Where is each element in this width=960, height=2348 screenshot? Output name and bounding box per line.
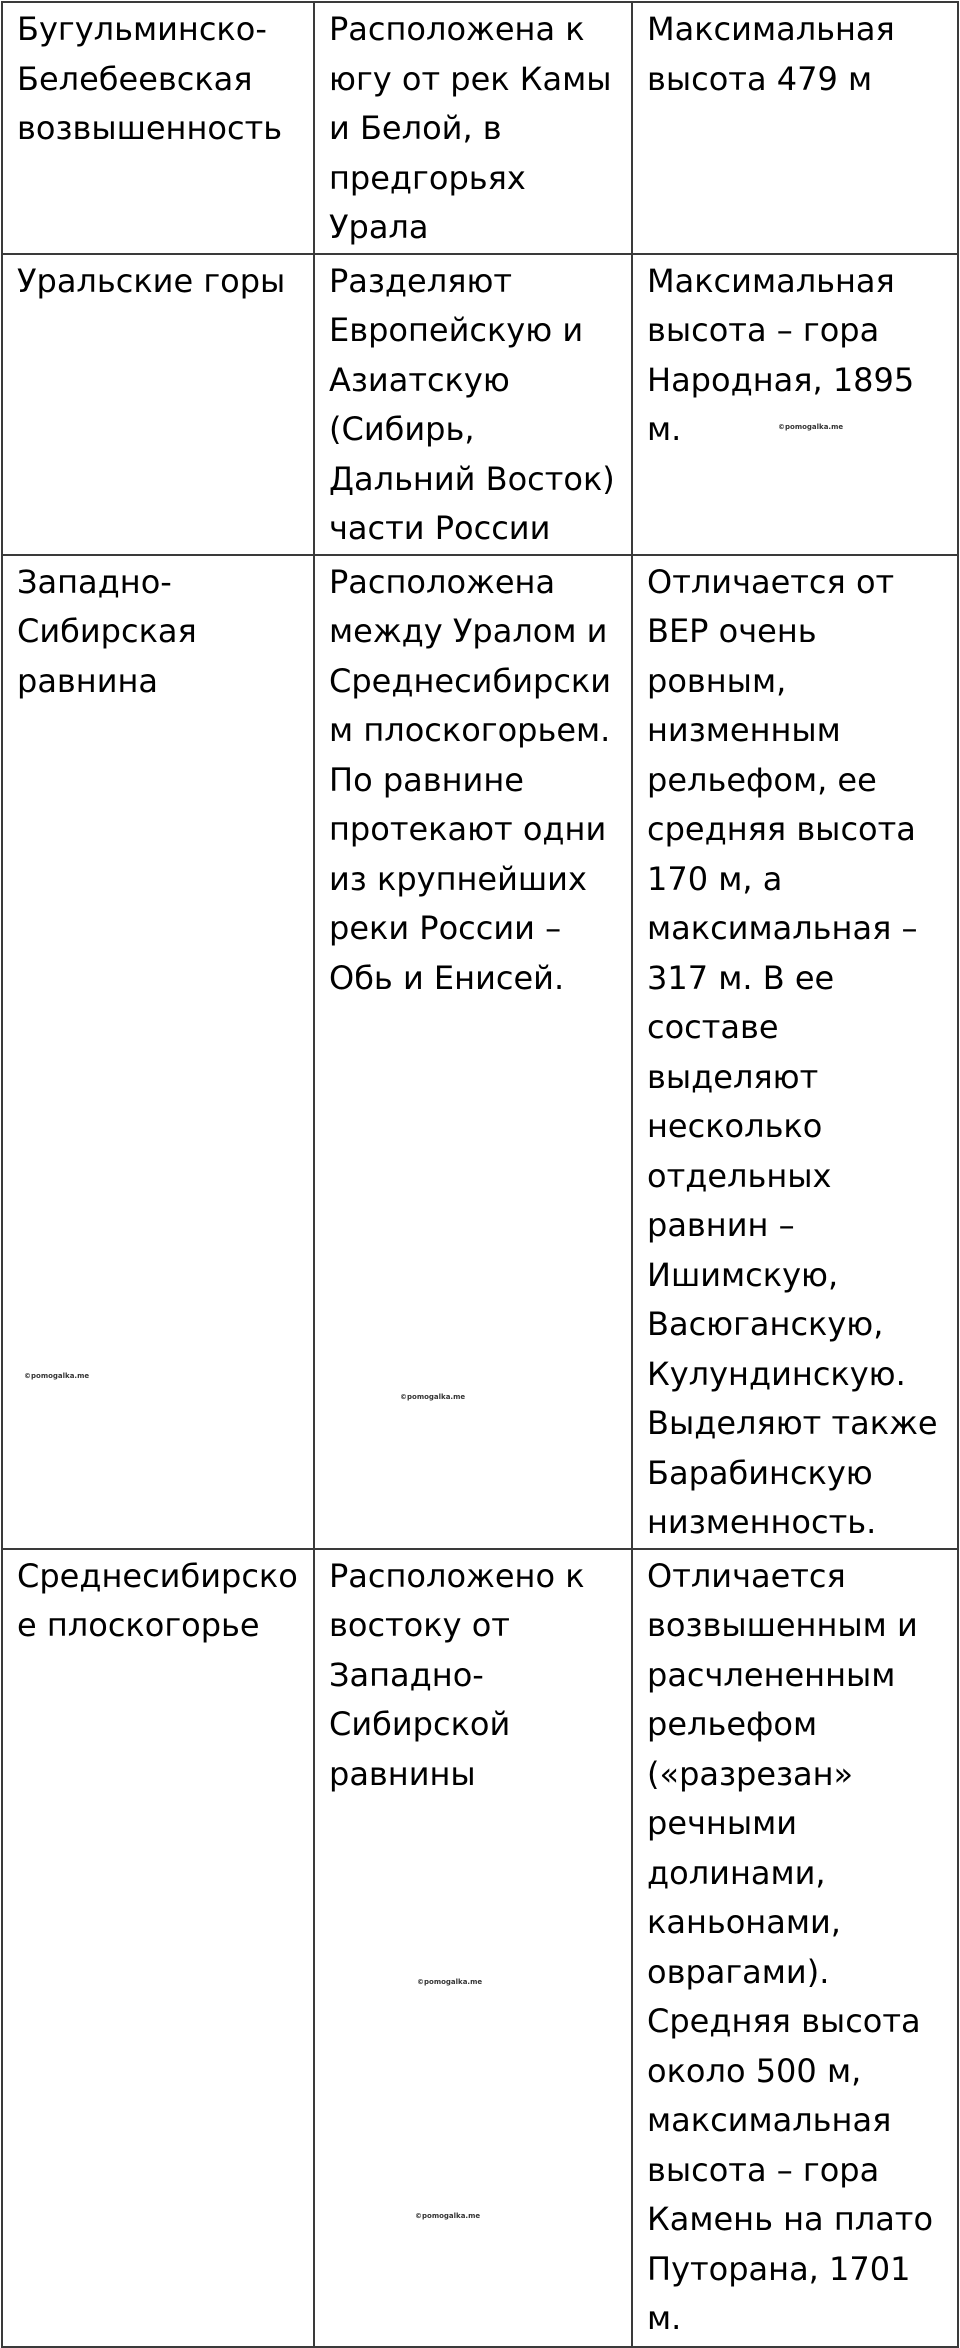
cell-location: Расположено к востоку от Западно-Сибирской равнины [314,1549,632,2347]
watermark: ©pomogalka.me [24,1372,90,1380]
watermark: ©pomogalka.me [400,1393,466,1401]
watermark: ©pomogalka.me [778,423,844,431]
cell-location: Разделяют Европейскую и Азиатскую (Сибирь, Дальний Восток) части России [314,254,632,555]
table-row [2,2,958,254]
cell-description: Максимальная высота 479 м [632,2,958,254]
cell-location: Расположена к югу от рек Камы и Белой, в предгорьях Урала [314,2,632,254]
cell-name: Западно-Сибирская равнина [2,555,314,1549]
cell-description: Отличается возвышенным и расчлененным рельефом («разрезан» речными долинами, каньонами, оврагами). Средняя высота около 500 м, максимальная высота – гора Камень на плато Путорана, 1701 м. [632,1549,958,2347]
cell-description: Отличается от ВЕР очень ровным, низменным рельефом, ее средняя высота 170 м, а максимальная – 317 м. В ее составе выделяют несколько отдельных равнин – Ишимскую, Васюганскую, Кулундинскую. Выделяют также Барабинскую низменность. [632,555,958,1549]
cell-name: Бугульминско-Белебеевская возвышенность [2,2,314,254]
cell-description: Максимальная высота – гора Народная, 1895 м. [632,254,958,555]
table-row [2,1549,958,2347]
cell-location: Расположена между Уралом и Среднесибирским плоскогорьем. По равнине протекают одни из крупнейших реки России – Обь и Енисей. [314,555,632,1549]
geography-table [1,1,959,2348]
table-row [2,555,958,1549]
watermark: ©pomogalka.me [415,2212,481,2220]
cell-name: Среднесибирское плоскогорье [2,1549,314,2347]
cell-name: Уральские горы [2,254,314,555]
table-row [2,254,958,555]
watermark: ©pomogalka.me [417,1978,483,1986]
